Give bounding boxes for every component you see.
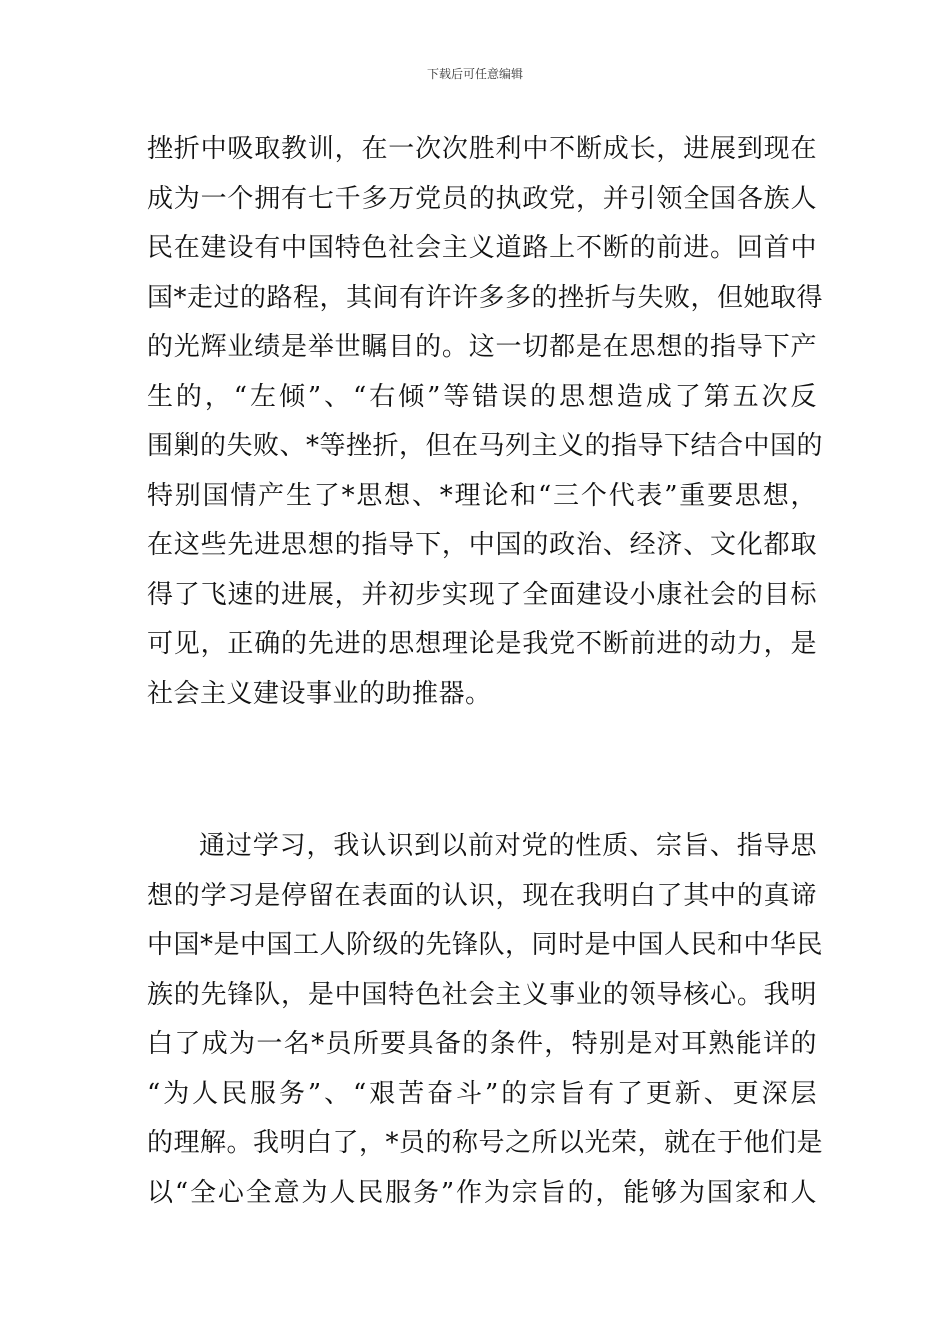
text-line: 得了飞速的进展，并初步实现了全面建设小康社会的目标 bbox=[147, 579, 817, 610]
text-line: 成为一个拥有七千多万党员的执政党，并引领全国各族人 bbox=[147, 183, 817, 214]
text-line: 在这些先进思想的指导下，中国的政治、经济、文化都取 bbox=[147, 530, 817, 560]
text-line: 生的，“左倾”、“右倾”等错误的思想造成了第五次反 bbox=[147, 381, 817, 412]
text-line: 挫折中吸取教训，在一次次胜利中不断成长，进展到现在 bbox=[147, 134, 817, 164]
text-line: 民在建设有中国特色社会主义道路上不断的前进。回首中 bbox=[147, 233, 817, 263]
text-line: 社会主义建设事业的助推器。 bbox=[147, 678, 492, 709]
text-line: 通过学习，我认识到以前对党的性质、宗旨、指导思 bbox=[199, 831, 817, 861]
text-line: 族的先锋队，是中国特色社会主义事业的领导核心。我明 bbox=[147, 979, 817, 1010]
text-line: 特别国情产生了*思想、*理论和“三个代表”重要思想， bbox=[147, 480, 817, 511]
text-line: 中国*是中国工人阶级的先锋队，同时是中国人民和中华民 bbox=[147, 930, 824, 960]
text-line: 的光辉业绩是举世瞩目的。这一切都是在思想的指导下产 bbox=[147, 332, 817, 362]
paragraph-2 bbox=[147, 822, 824, 1218]
text-line: 想的学习是停留在表面的认识，现在我明白了其中的真谛 bbox=[147, 880, 817, 911]
text-line: 可见，正确的先进的思想理论是我党不断前进的动力，是 bbox=[147, 629, 817, 659]
paragraph-1 bbox=[147, 125, 824, 719]
text-line: 围剿的失败、*等挫折，但在马列主义的指导下结合中国的 bbox=[147, 431, 824, 461]
text-line: 国*走过的路程，其间有许许多多的挫折与失败，但她取得 bbox=[147, 282, 824, 313]
text-line: 的理解。我明白了，*员的称号之所以光荣，就在于他们是 bbox=[147, 1128, 824, 1158]
text-line: “为人民服务”、“艰苦奋斗”的宗旨有了更新、更深层 bbox=[147, 1078, 817, 1109]
text-line: 以“全心全意为人民服务”作为宗旨的，能够为国家和人 bbox=[147, 1177, 817, 1208]
page-header: 下载后可任意编辑 bbox=[426, 67, 523, 81]
text-line: 白了成为一名*员所要具备的条件，特别是对耳熟能详的 bbox=[147, 1029, 817, 1059]
